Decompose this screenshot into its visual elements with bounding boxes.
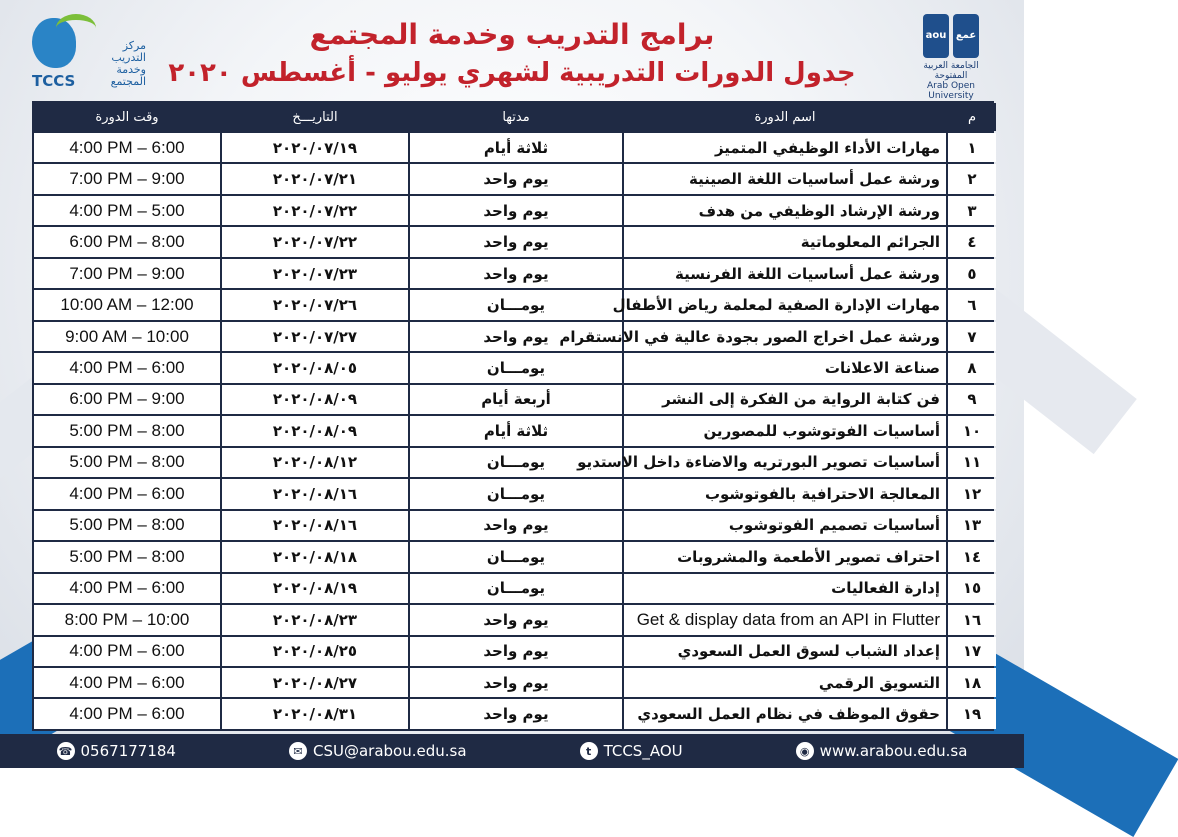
course-duration: يوم واحد [410, 322, 622, 351]
header-date: التاريـــخ [222, 103, 408, 131]
course-time: 4:00 PM – 6:00 [34, 133, 220, 162]
tccs-arabic-name: مركز التدريب وخدمة المجتمع [110, 39, 146, 88]
page-subtitle: جدول الدورات التدريبية لشهري يوليو - أغسطس ٢٠٢٠ [168, 58, 856, 88]
course-date: ٢٠٢٠/٠٧/٢١ [222, 164, 408, 193]
course-date: ٢٠٢٠/٠٨/١٦ [222, 511, 408, 540]
course-name: مهارات الإدارة الصفية لمعلمة رياض الأطفال [624, 290, 946, 319]
header-time: وقت الدورة [34, 103, 220, 131]
course-name: مهارات الأداء الوظيفي المتميز [624, 133, 946, 162]
course-time: 7:00 PM – 9:00 [34, 259, 220, 288]
course-date: ٢٠٢٠/٠٧/١٩ [222, 133, 408, 162]
course-duration: يوم واحد [410, 668, 622, 697]
table-row [34, 385, 996, 414]
website-text: www.arabou.edu.sa [819, 742, 968, 760]
table-row [34, 290, 996, 319]
page-title: برامج التدريب وخدمة المجتمع [309, 18, 715, 51]
course-time: 4:00 PM – 6:00 [34, 699, 220, 729]
course-date: ٢٠٢٠/٠٨/١٨ [222, 542, 408, 571]
course-duration: يوم واحد [410, 164, 622, 193]
course-duration: يوم واحد [410, 511, 622, 540]
aou-arabic-name: الجامعة العربية المفتوحة [923, 61, 979, 81]
twitter-icon: t [580, 742, 598, 760]
course-name: المعالجة الاحترافية بالفوتوشوب [624, 479, 946, 508]
header-duration: مدتها [410, 103, 622, 131]
course-date: ٢٠٢٠/٠٧/٢٢ [222, 196, 408, 225]
course-name: ورشة عمل أساسيات اللغة الصينية [624, 164, 946, 193]
tccs-abbr: TCCS [32, 72, 76, 90]
course-date: ٢٠٢٠/٠٨/٣١ [222, 699, 408, 729]
table-row [34, 637, 996, 666]
twitter-text: TCCS_AOU [603, 742, 683, 760]
globe-icon: ◉ [796, 742, 814, 760]
email-text: CSU@arabou.edu.sa [313, 742, 467, 760]
course-time: 4:00 PM – 6:00 [34, 479, 220, 508]
course-name: الجرائم المعلوماتية [624, 227, 946, 256]
schedule-table-container [32, 101, 994, 731]
course-time: 4:00 PM – 6:00 [34, 574, 220, 603]
course-name: أساسيات الفوتوشوب للمصورين [624, 416, 946, 445]
row-number: ٥ [948, 259, 996, 288]
course-time: 7:00 PM – 9:00 [34, 164, 220, 193]
table-row [34, 322, 996, 351]
course-time: 5:00 PM – 8:00 [34, 542, 220, 571]
row-number: ١٥ [948, 574, 996, 603]
course-date: ٢٠٢٠/٠٨/٠٩ [222, 385, 408, 414]
course-name: صناعة الاعلانات [624, 353, 946, 382]
aou-mark-right: عمع [953, 14, 979, 58]
course-time: 5:00 PM – 8:00 [34, 448, 220, 477]
course-name: Get & display data from an API in Flutter [624, 605, 946, 634]
course-name: ورشة الإرشاد الوظيفي من هدف [624, 196, 946, 225]
header-name: اسم الدورة [624, 103, 946, 131]
table-row [34, 479, 996, 508]
course-date: ٢٠٢٠/٠٧/٢٣ [222, 259, 408, 288]
table-row [34, 448, 996, 477]
row-number: ٢ [948, 164, 996, 193]
footer-email[interactable] [289, 742, 467, 760]
header-num: م [948, 103, 996, 131]
course-duration: يومـــان [410, 353, 622, 382]
course-duration: يوم واحد [410, 196, 622, 225]
course-date: ٢٠٢٠/٠٨/٢٥ [222, 637, 408, 666]
course-date: ٢٠٢٠/٠٨/٠٩ [222, 416, 408, 445]
row-number: ١ [948, 133, 996, 162]
row-number: ١٢ [948, 479, 996, 508]
course-time: 8:00 PM – 10:00 [34, 605, 220, 634]
table-row [34, 164, 996, 193]
course-date: ٢٠٢٠/٠٨/٢٧ [222, 668, 408, 697]
table-row [34, 353, 996, 382]
aou-mark-left: aou [923, 14, 949, 58]
row-number: ٦ [948, 290, 996, 319]
table-row [34, 511, 996, 540]
course-time: 6:00 PM – 9:00 [34, 385, 220, 414]
table-row [34, 668, 996, 697]
course-date: ٢٠٢٠/٠٨/١٦ [222, 479, 408, 508]
course-date: ٢٠٢٠/٠٧/٢٢ [222, 227, 408, 256]
table-row [34, 605, 996, 634]
row-number: ١٣ [948, 511, 996, 540]
course-name: احتراف تصوير الأطعمة والمشروبات [624, 542, 946, 571]
course-name: ورشة عمل أساسيات اللغة الفرنسية [624, 259, 946, 288]
course-name: إعداد الشباب لسوق العمل السعودي [624, 637, 946, 666]
table-row [34, 259, 996, 288]
table-row [34, 699, 996, 729]
row-number: ١٦ [948, 605, 996, 634]
course-time: 6:00 PM – 8:00 [34, 227, 220, 256]
footer-twitter[interactable] [580, 742, 683, 760]
course-time: 9:00 AM – 10:00 [34, 322, 220, 351]
row-number: ٤ [948, 227, 996, 256]
row-number: ٩ [948, 385, 996, 414]
table-row [34, 416, 996, 445]
table-row [34, 196, 996, 225]
course-name: التسويق الرقمي [624, 668, 946, 697]
aou-logo [906, 14, 996, 101]
course-date: ٢٠٢٠/٠٨/٠٥ [222, 353, 408, 382]
row-number: ١٧ [948, 637, 996, 666]
table-row [34, 574, 996, 603]
row-number: ٨ [948, 353, 996, 382]
phone-icon: ☎ [57, 742, 75, 760]
footer-phone[interactable] [57, 742, 176, 760]
course-time: 4:00 PM – 6:00 [34, 668, 220, 697]
table-header-row [34, 103, 996, 131]
row-number: ١٠ [948, 416, 996, 445]
course-time: 4:00 PM – 6:00 [34, 637, 220, 666]
aou-english-name: Arab Open University [927, 81, 975, 101]
course-duration: يومـــان [410, 479, 622, 508]
course-name: حقوق الموظف في نظام العمل السعودي [624, 699, 946, 729]
course-date: ٢٠٢٠/٠٨/٢٣ [222, 605, 408, 634]
course-duration: يوم واحد [410, 605, 622, 634]
footer-website[interactable] [796, 742, 968, 760]
course-name: ورشة عمل اخراج الصور بجودة عالية في الانستقرام [624, 322, 946, 351]
course-name: إدارة الفعاليات [624, 574, 946, 603]
table-row [34, 542, 996, 571]
row-number: ١٩ [948, 699, 996, 729]
course-name: فن كتابة الرواية من الفكرة إلى النشر [624, 385, 946, 414]
email-icon: ✉ [289, 742, 307, 760]
footer [0, 734, 1024, 768]
course-date: ٢٠٢٠/٠٨/١٢ [222, 448, 408, 477]
row-number: ١١ [948, 448, 996, 477]
course-duration: يوم واحد [410, 699, 622, 729]
row-number: ١٨ [948, 668, 996, 697]
row-number: ٧ [948, 322, 996, 351]
course-time: 4:00 PM – 5:00 [34, 196, 220, 225]
course-date: ٢٠٢٠/٠٧/٢٧ [222, 322, 408, 351]
course-duration: ثلاثة أيام [410, 416, 622, 445]
phone-text: 0567177184 [80, 742, 176, 760]
row-number: ١٤ [948, 542, 996, 571]
course-time: 4:00 PM – 6:00 [34, 353, 220, 382]
row-number: ٣ [948, 196, 996, 225]
course-duration: يومـــان [410, 574, 622, 603]
table-row [34, 133, 996, 162]
course-duration: ثلاثة أيام [410, 133, 622, 162]
course-duration: يوم واحد [410, 259, 622, 288]
course-duration: أربعة أيام [410, 385, 622, 414]
schedule-table [32, 101, 998, 731]
course-duration: يوم واحد [410, 637, 622, 666]
course-date: ٢٠٢٠/٠٧/٢٦ [222, 290, 408, 319]
course-duration: يومـــان [410, 542, 622, 571]
course-time: 5:00 PM – 8:00 [34, 416, 220, 445]
course-name: أساسيات تصوير البورتريه والاضاءة داخل الاستديو [624, 448, 946, 477]
course-date: ٢٠٢٠/٠٨/١٩ [222, 574, 408, 603]
course-duration: يوم واحد [410, 227, 622, 256]
course-duration: يومـــان [410, 448, 622, 477]
course-name: أساسيات تصميم الفوتوشوب [624, 511, 946, 540]
course-duration: يومـــان [410, 290, 622, 319]
course-time: 5:00 PM – 8:00 [34, 511, 220, 540]
table-row [34, 227, 996, 256]
course-time: 10:00 AM – 12:00 [34, 290, 220, 319]
header [0, 0, 1024, 100]
